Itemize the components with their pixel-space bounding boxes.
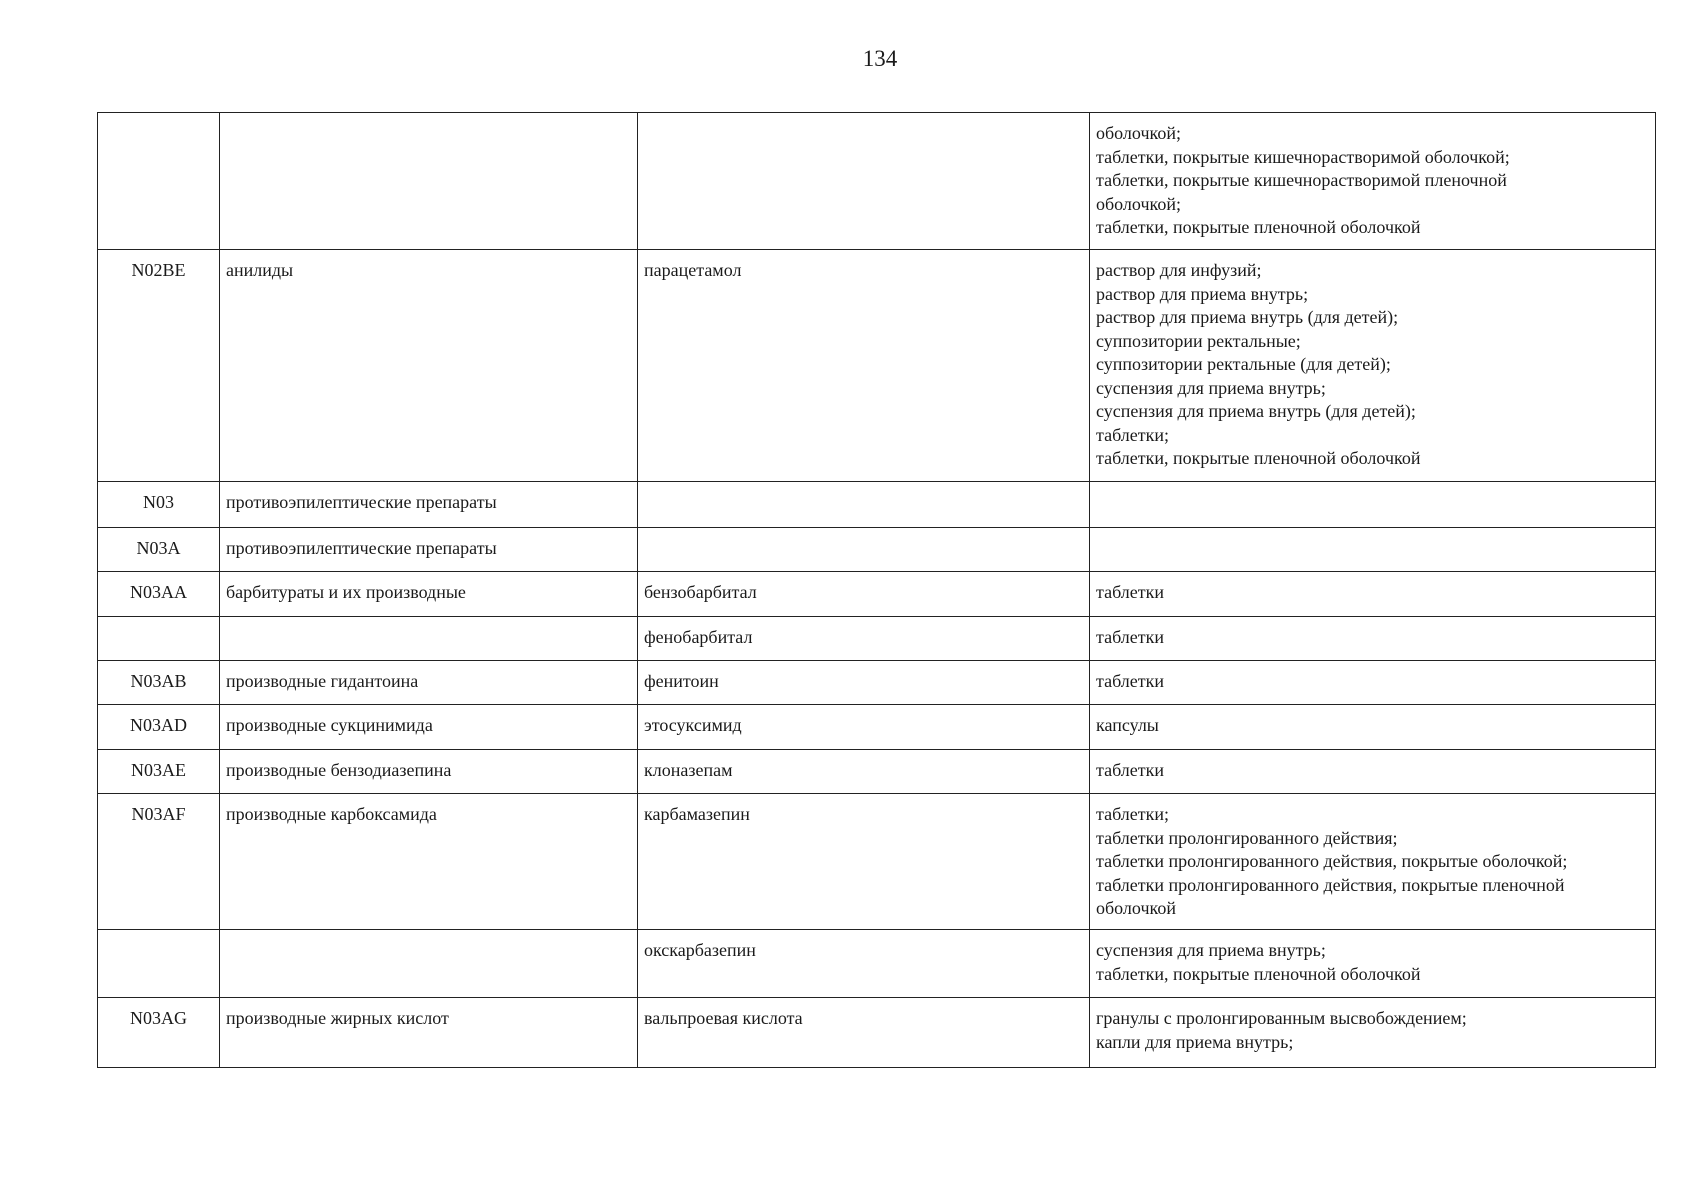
dosage-form-line: капсулы (1096, 715, 1159, 735)
dosage-forms-cell (1090, 617, 1656, 661)
group-cell: противоэпилептические препараты (220, 528, 638, 572)
drug-name-cell: клоназепам (638, 750, 1090, 794)
dosage-form-line: таблетки (1096, 582, 1165, 602)
group-cell: производные карбоксамида (220, 794, 638, 930)
dosage-form-line: таблетки, покрытые пленочной оболочкой (1096, 963, 1421, 984)
dosage-form-line: таблетки; (1096, 804, 1170, 824)
dosage-forms-cell (1090, 250, 1656, 482)
code-cell: N02BE (98, 250, 220, 482)
drug-name-cell: карбамазепин (638, 794, 1090, 930)
dosage-form-line: таблетки пролонгированного действия, покрытые оболочкой; (1096, 851, 1568, 871)
dosage-form-line: таблетки; (1096, 424, 1170, 445)
table-row (98, 528, 1656, 572)
dosage-form-line: оболочкой; (1096, 193, 1181, 214)
drug-name-cell: бензобарбитал (638, 572, 1090, 617)
drug-name-cell (638, 528, 1090, 572)
dosage-form-line: суппозитории ректальные; (1096, 330, 1301, 351)
dosage-form-line: суспензия для приема внутрь; (1096, 377, 1326, 398)
table-row (98, 617, 1656, 661)
dosage-form-line: таблетки пролонгированного действия; (1096, 827, 1398, 848)
table-row (98, 661, 1656, 705)
drug-name-cell: вальпроевая кислота (638, 998, 1090, 1068)
dosage-form-line: гранулы с пролонгированным высвобождением; (1096, 1008, 1467, 1028)
code-cell: N03AD (98, 705, 220, 750)
dosage-forms-cell (1090, 750, 1656, 794)
code-cell: N03A (98, 528, 220, 572)
group-cell: барбитураты и их производные (220, 572, 638, 617)
table-row (98, 250, 1656, 482)
table-row (98, 113, 1656, 250)
code-cell: N03 (98, 482, 220, 528)
table-row (98, 794, 1656, 930)
dosage-form-line: раствор для приема внутрь; (1096, 283, 1309, 304)
code-cell: N03AE (98, 750, 220, 794)
dosage-form-line: таблетки, покрытые кишечнорастворимой оболочкой; (1096, 146, 1510, 167)
code-cell (98, 617, 220, 661)
dosage-forms-cell (1090, 113, 1656, 250)
dosage-forms-cell (1090, 998, 1656, 1068)
drug-table (97, 112, 1656, 1068)
table-row (98, 998, 1656, 1068)
drug-name-cell: фенобарбитал (638, 617, 1090, 661)
table-row (98, 705, 1656, 750)
dosage-form-line: капли для приема внутрь; (1096, 1031, 1294, 1052)
drug-name-cell: фенитоин (638, 661, 1090, 705)
code-cell: N03AG (98, 998, 220, 1068)
dosage-form-line: таблетки, покрытые пленочной оболочкой (1096, 217, 1421, 237)
code-cell: N03AB (98, 661, 220, 705)
dosage-forms-cell (1090, 661, 1656, 705)
dosage-forms-cell (1090, 705, 1656, 750)
dosage-forms-cell (1090, 794, 1656, 930)
table-row (98, 482, 1656, 528)
dosage-form-line: таблетки (1096, 760, 1165, 780)
group-cell: противоэпилептические препараты (220, 482, 638, 528)
table-body (98, 113, 1656, 1068)
drug-name-cell: этосуксимид (638, 705, 1090, 750)
dosage-form-line: раствор для инфузий; (1096, 260, 1262, 280)
dosage-form-line: таблетки пролонгированного действия, покрытые пленочной (1096, 874, 1565, 895)
code-cell: N03AA (98, 572, 220, 617)
group-cell: производные бензодиазепина (220, 750, 638, 794)
dosage-form-line: таблетки, покрытые кишечнорастворимой пленочной (1096, 170, 1507, 190)
group-cell (220, 113, 638, 250)
dosage-forms-cell (1090, 528, 1656, 572)
table-row (98, 750, 1656, 794)
table-row (98, 572, 1656, 617)
dosage-form-line: таблетки (1096, 671, 1165, 691)
dosage-form-line: оболочкой (1096, 898, 1176, 918)
group-cell (220, 930, 638, 998)
group-cell: анилиды (220, 250, 638, 482)
code-cell (98, 930, 220, 998)
group-cell (220, 617, 638, 661)
group-cell: производные жирных кислот (220, 998, 638, 1068)
group-cell: производные гидантоина (220, 661, 638, 705)
dosage-forms-cell (1090, 482, 1656, 528)
page-number: 134 (862, 46, 898, 71)
dosage-form-line: суспензия для приема внутрь; (1096, 940, 1326, 960)
dosage-forms-cell (1090, 930, 1656, 998)
dosage-form-line: таблетки (1096, 627, 1165, 647)
drug-name-cell: окскарбазепин (638, 930, 1090, 998)
group-cell: производные сукцинимида (220, 705, 638, 750)
dosage-form-line: суспензия для приема внутрь (для детей); (1096, 401, 1416, 421)
dosage-form-line: суппозитории ректальные (для детей); (1096, 354, 1391, 374)
dosage-form-line: оболочкой; (1096, 123, 1181, 143)
dosage-form-line: раствор для приема внутрь (для детей); (1096, 307, 1399, 327)
drug-name-cell (638, 482, 1090, 528)
dosage-form-line: таблетки, покрытые пленочной оболочкой (1096, 448, 1421, 468)
dosage-forms-cell (1090, 572, 1656, 617)
code-cell: N03AF (98, 794, 220, 930)
drug-name-cell: парацетамол (638, 250, 1090, 482)
drug-name-cell (638, 113, 1090, 250)
code-cell (98, 113, 220, 250)
table-row (98, 930, 1656, 998)
